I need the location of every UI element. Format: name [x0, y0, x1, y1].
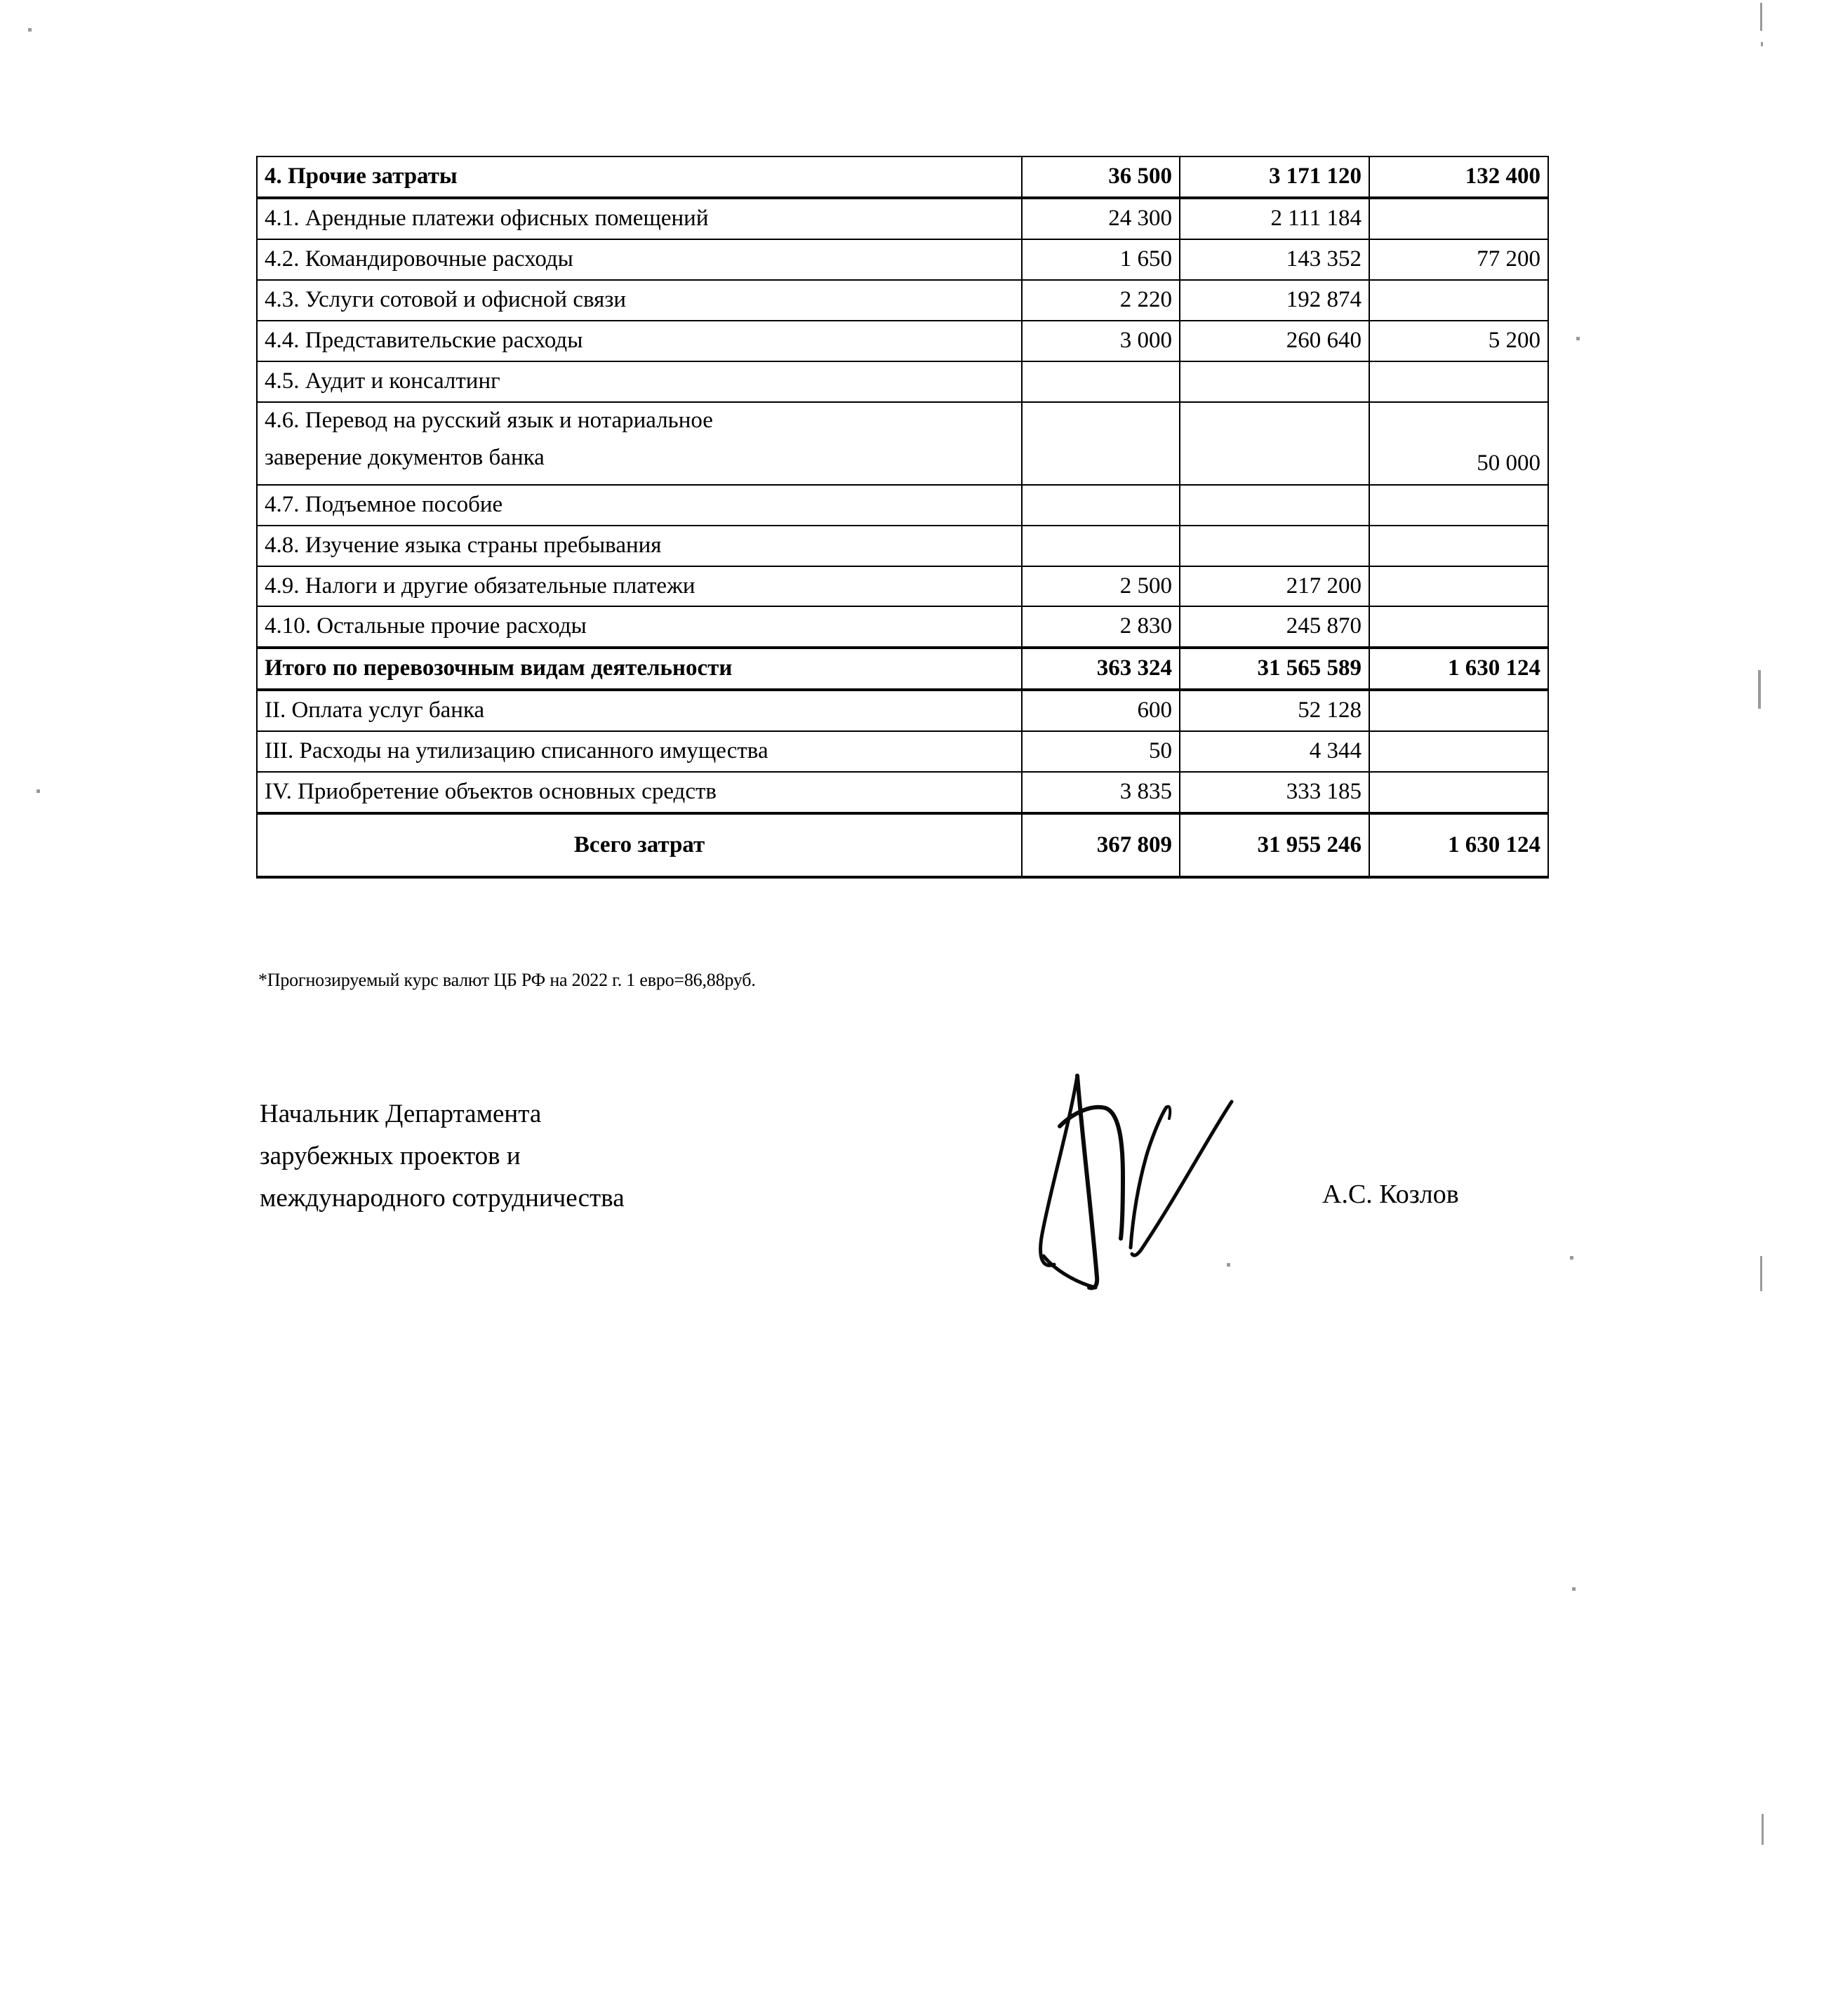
scan-artifact	[1758, 670, 1761, 709]
table-row	[257, 321, 1548, 361]
row-value-other: 1 630 124	[1369, 648, 1548, 690]
scan-artifact	[1570, 1256, 1573, 1260]
row-value-other	[1369, 485, 1548, 526]
cost-table-body	[257, 156, 1548, 877]
table-row	[257, 772, 1548, 813]
table-row	[257, 280, 1548, 321]
row-label: III. Расходы на утилизацию списанного имущества	[257, 731, 1022, 772]
row-value-rub	[1180, 485, 1369, 526]
row-value-rub: 217 200	[1180, 566, 1369, 607]
table-row-subtotal	[257, 648, 1548, 690]
row-value-other	[1369, 198, 1548, 239]
row-value-eur	[1022, 402, 1180, 485]
row-value-rub: 4 344	[1180, 731, 1369, 772]
row-label: 4.1. Арендные платежи офисных помещений	[257, 198, 1022, 239]
row-label: 4.10. Остальные прочие расходы	[257, 606, 1022, 648]
row-value-rub: 2 111 184	[1180, 198, 1369, 239]
row-value-eur: 3 835	[1022, 772, 1180, 813]
row-label: 4.2. Командировочные расходы	[257, 239, 1022, 280]
signatory-title-line-2: зарубежных проектов и	[260, 1141, 521, 1170]
row-value-other: 1 630 124	[1369, 813, 1548, 877]
row-value-other	[1369, 566, 1548, 607]
row-label: 4.4. Представительские расходы	[257, 321, 1022, 361]
handwritten-signature-icon	[1004, 1046, 1270, 1291]
scan-artifact	[36, 789, 40, 793]
scan-artifact	[1572, 1587, 1576, 1591]
row-value-rub	[1180, 402, 1369, 485]
row-value-other: 132 400	[1369, 156, 1548, 198]
row-label: IV. Приобретение объектов основных средств	[257, 772, 1022, 813]
row-value-other	[1369, 606, 1548, 648]
row-value-rub: 52 128	[1180, 690, 1369, 731]
row-value-eur: 24 300	[1022, 198, 1180, 239]
table-row	[257, 606, 1548, 648]
signatory-title-line-1: Начальник Департамента	[260, 1100, 542, 1128]
table-row	[257, 526, 1548, 566]
row-label: 4. Прочие затраты	[257, 156, 1022, 198]
row-value-other: 5 200	[1369, 321, 1548, 361]
row-value-eur: 1 650	[1022, 239, 1180, 280]
signatory-title	[260, 1093, 625, 1220]
row-label: Всего затрат	[257, 813, 1022, 877]
cost-table	[256, 156, 1549, 879]
row-label	[257, 402, 1022, 485]
table-row-grand-total	[257, 813, 1548, 877]
row-value-rub: 192 874	[1180, 280, 1369, 321]
row-label: 4.9. Налоги и другие обязательные платежи	[257, 566, 1022, 607]
table-row	[257, 566, 1548, 607]
row-value-other: 50 000	[1369, 402, 1548, 485]
row-value-eur	[1022, 526, 1180, 566]
row-value-eur: 2 220	[1022, 280, 1180, 321]
scan-artifact	[1760, 1256, 1762, 1291]
row-value-rub: 245 870	[1180, 606, 1369, 648]
row-value-eur: 2 830	[1022, 606, 1180, 648]
scan-artifact	[1761, 42, 1763, 46]
row-value-eur: 600	[1022, 690, 1180, 731]
cost-table-container	[256, 156, 1547, 879]
row-label: 4.8. Изучение языка страны пребывания	[257, 526, 1022, 566]
row-value-other	[1369, 731, 1548, 772]
row-label-line1: 4.6. Перевод на русский язык и нотариальное	[265, 407, 713, 433]
signatory-name: А.С. Козлов	[1322, 1180, 1459, 1209]
row-value-other: 77 200	[1369, 239, 1548, 280]
row-value-other	[1369, 526, 1548, 566]
scan-artifact	[1227, 1263, 1230, 1267]
row-value-rub: 143 352	[1180, 239, 1369, 280]
row-value-eur: 367 809	[1022, 813, 1180, 877]
table-row	[257, 198, 1548, 239]
row-value-other	[1369, 690, 1548, 731]
table-row	[257, 156, 1548, 198]
row-label: 4.3. Услуги сотовой и офисной связи	[257, 280, 1022, 321]
row-value-rub: 31 955 246	[1180, 813, 1369, 877]
row-value-other	[1369, 280, 1548, 321]
currency-rate-footnote: *Прогнозируемый курс валют ЦБ РФ на 2022 г. 1 евро=86,88руб.	[258, 970, 756, 990]
row-value-other	[1369, 361, 1548, 402]
table-row	[257, 485, 1548, 526]
row-value-rub: 31 565 589	[1180, 648, 1369, 690]
table-row	[257, 731, 1548, 772]
row-label: 4.5. Аудит и консалтинг	[257, 361, 1022, 402]
scan-artifact	[28, 28, 32, 32]
row-value-other	[1369, 772, 1548, 813]
row-value-eur: 2 500	[1022, 566, 1180, 607]
row-value-eur: 363 324	[1022, 648, 1180, 690]
row-label: 4.7. Подъемное пособие	[257, 485, 1022, 526]
row-value-eur: 36 500	[1022, 156, 1180, 198]
row-value-eur	[1022, 361, 1180, 402]
row-value-rub	[1180, 526, 1369, 566]
table-row	[257, 239, 1548, 280]
row-value-eur: 50	[1022, 731, 1180, 772]
row-label-line2: заверение документов банка	[265, 444, 545, 470]
table-row	[257, 690, 1548, 731]
row-value-rub	[1180, 361, 1369, 402]
row-value-rub: 333 185	[1180, 772, 1369, 813]
row-label: Итого по перевозочным видам деятельности	[257, 648, 1022, 690]
scan-artifact	[1762, 1814, 1764, 1845]
scan-artifact	[1760, 3, 1762, 31]
table-row	[257, 402, 1548, 485]
row-value-eur	[1022, 485, 1180, 526]
row-label: II. Оплата услуг банка	[257, 690, 1022, 731]
row-value-eur: 3 000	[1022, 321, 1180, 361]
row-value-rub: 260 640	[1180, 321, 1369, 361]
row-value-rub: 3 171 120	[1180, 156, 1369, 198]
signatory-title-line-3: международного сотрудничества	[260, 1183, 625, 1213]
scan-artifact	[1576, 337, 1580, 340]
table-row	[257, 361, 1548, 402]
